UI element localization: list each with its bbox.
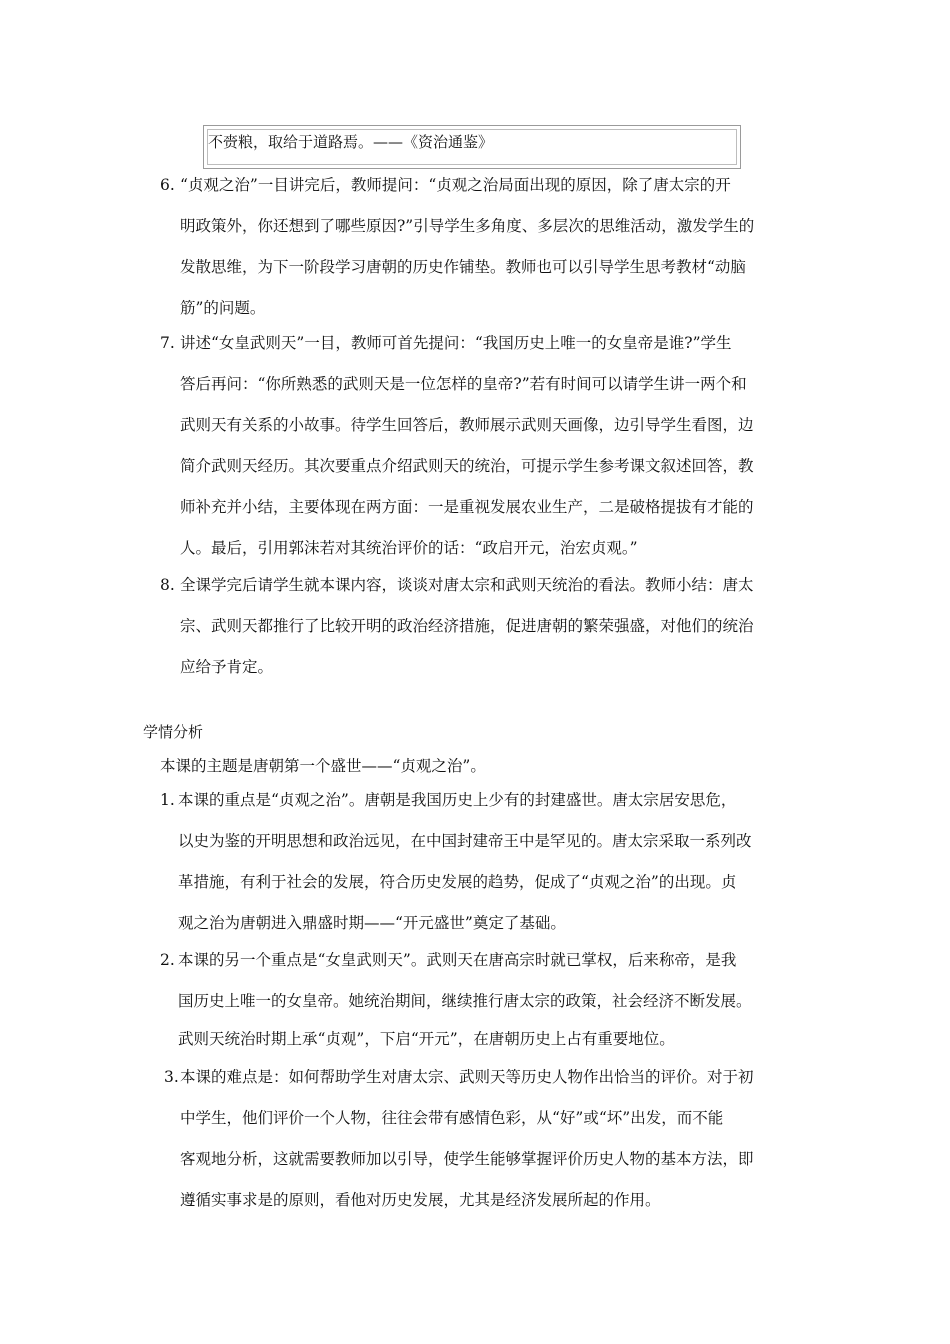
item-line: 武则天有关系的小故事。待学生回答后，教师展示武则天画像，边引导学生看图，边: [180, 416, 754, 434]
item-line: 师补充并小结，主要体现在两方面：一是重视发展农业生产，二是破格提拔有才能的: [180, 498, 754, 516]
item-line: 讲述“女皇武则天”一目，教师可首先提问：“我国历史上唯一的女皇帝是谁?”学生: [180, 334, 732, 352]
item-line: 明政策外，你还想到了哪些原因?”引导学生多角度、多层次的思维活动，激发学生的: [180, 217, 755, 235]
item-line: 答后再问：“你所熟悉的武则天是一位怎样的皇帝?”若有时间可以请学生讲一两个和: [180, 375, 747, 393]
item-line: 全课学完后请学生就本课内容，谈谈对唐太宗和武则天统治的看法。教师小结：唐太: [180, 576, 754, 594]
item-number: 6.: [160, 176, 175, 194]
item-line: 筋”的问题。: [180, 299, 266, 317]
item-line: 观之治为唐朝进入鼎盛时期——“开元盛世”奠定了基础。: [178, 914, 566, 932]
item-line: 本课的另一个重点是“女皇武则天”。武则天在唐高宗时就已掌权，后来称帝，是我: [178, 951, 737, 969]
quote-text: 不赍粮，取给于道路焉。——《资治通鉴》: [208, 133, 494, 151]
item-line: 应给予肯定。: [180, 658, 274, 676]
item-line: 国历史上唯一的女皇帝。她统治期间，继续推行唐太宗的政策，社会经济不断发展。: [178, 992, 752, 1010]
item-number: 7.: [160, 334, 175, 352]
item-number: 1.: [160, 791, 175, 809]
item-line: 革措施，有利于社会的发展，符合历史发展的趋势，促成了“贞观之治”的出现。贞: [178, 873, 737, 891]
item-line: “贞观之治”一目讲完后，教师提问：“贞观之治局面出现的原因，除了唐太宗的开: [180, 176, 731, 194]
item-line: 本课的重点是“贞观之治”。唐朝是我国历史上少有的封建盛世。唐太宗居安思危，: [178, 791, 737, 809]
item-line: 人。最后，引用郭沫若对其统治评价的话：“政启开元，治宏贞观。”: [180, 539, 638, 557]
item-line: 遵循实事求是的原则，看他对历史发展，尤其是经济发展所起的作用。: [180, 1191, 661, 1209]
item-line: 本课的难点是：如何帮助学生对唐太宗、武则天等历史人物作出恰当的评价。对于初: [180, 1068, 754, 1086]
item-line: 宗、武则天都推行了比较开明的政治经济措施，促进唐朝的繁荣强盛，对他们的统治: [180, 617, 754, 635]
item-number: 8.: [160, 576, 175, 594]
item-line: 以史为鉴的开明思想和政治远见，在中国封建帝王中是罕见的。唐太宗采取一系列改: [178, 832, 752, 850]
item-line: 发散思维，为下一阶段学习唐朝的历史作铺垫。教师也可以引导学生思考教材“动脑: [180, 258, 746, 276]
intro-text: 本课的主题是唐朝第一个盛世——“贞观之治”。: [160, 757, 486, 775]
item-number: 3.: [164, 1068, 179, 1086]
item-number: 2.: [160, 951, 175, 969]
item-line: 中学生，他们评价一个人物，往往会带有感情色彩，从“好”或“坏”出发，而不能: [180, 1109, 724, 1127]
item-line: 简介武则天经历。其次要重点介绍武则天的统治，可提示学生参考课文叙述回答，教: [180, 457, 754, 475]
item-line: 客观地分析，这就需要教师加以引导，使学生能够掌握评价历史人物的基本方法，即: [180, 1150, 754, 1168]
section-title: 学情分析: [143, 723, 204, 741]
item-line: 武则天统治时期上承“贞观”，下启“开元”，在唐朝历史上占有重要地位。: [178, 1030, 675, 1048]
